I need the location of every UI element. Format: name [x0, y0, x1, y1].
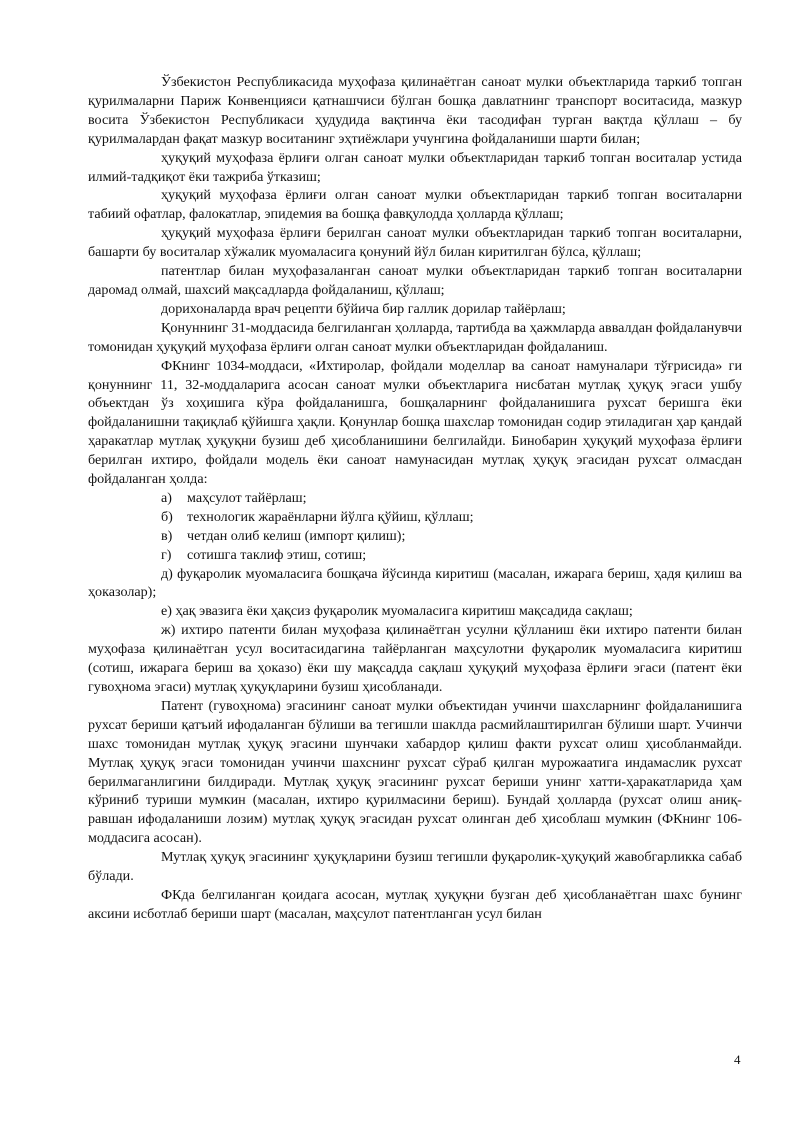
- list-item: ж) ихтиро патенти билан муҳофаза қилинаётган усулни қўлланиш ёки ихтиро патенти билан муҳофаза қилинаётган усул воситасидагина тайёрланган маҳсулотни фуқаролик муомаласига киритиш (сотиш, ижарага бериш ва ҳоказо) ёки шу мақсадда сақлаш ҳуқуқий муҳофаза ёрлиғи эгаси (патент ёки гувоҳнома эгаси) мутлақ ҳуқуқларини бузиш ҳисобланади.: [88, 622, 742, 695]
- list-marker: б): [161, 508, 173, 525]
- list-item: е) ҳақ эвазига ёки ҳақсиз фуқаролик муомаласига киритиш мақсадида сақлаш;: [161, 603, 633, 620]
- list-item: [88, 527, 742, 546]
- list-marker: а): [161, 489, 172, 506]
- paragraph: Мутлақ ҳуқуқ эгасининг ҳуқуқларини бузиш тегишли фуқаролик-ҳуқуқий жавобгарликка сабаб бўлади.: [88, 849, 742, 885]
- paragraph: ФКнинг 1034-моддаси, «Ихтиролар, фойдали моделлар ва саноат намуналари тўғрисида» ги қонуннинг 11, 32-моддаларига асосан саноат мулки объектларига нисбатан мутлақ ҳуқуқ эгаси ушбу объектдан ўз хоҳишига кўра фойдаланишга, бошқаларнинг фойдаланишига рухсат беришга ёки фойдаланишни тақиқлаб қўйишга ҳақли. Қонунлар бошқа шахслар томонидан содир этиладиган ҳар қандай ҳаракатлар мутлақ ҳуқуқни бузиш деб ҳисобланишини белгилайди. Бинобарин ҳуқуқий муҳофаза ёрлиғи берилган ихтиро, фойдали модель ёки саноат намунасидан мутлақ ҳуқуқ эгасидан рухсат олмасдан фойдаланган ҳолда:: [88, 357, 742, 488]
- list-marker: г): [161, 546, 172, 563]
- paragraph: Патент (гувоҳнома) эгасининг саноат мулки объектидан учинчи шахсларнинг фойдаланишига рухсат бериши қатъий ифодаланган бўлиши ва тегишли шаклда расмийлаштирилган бўлиши шарт. Учинчи шахс томонидан мутлақ ҳуқуқ эгасини шунчаки хабардор қилиш факти рухсат олиш ҳисобланмайди. Мутлақ ҳуқуқ эгаси томонидан учинчи шахснинг рухсат сўраб қилган мурожаатига индамаслик рухсат берилмаганлигини билдиради. Мутлақ ҳуқуқ эгасининг рухсат бериши унинг хатти-ҳаракатларида ҳам кўриниб туриши мумкин (масалан, ихтиро қурилмасини бериш). Бундай ҳолларда (рухсат олиш аниқ-равшан ифодаланиши лозим) мутлақ ҳуқуқ эгасидан рухсат олинган деб ҳисоблаш мумкин (ФКнинг 106-моддасига асосан).: [88, 697, 742, 847]
- paragraph: ФКда белгиланган қоидага асосан, мутлақ ҳуқуқни бузган деб ҳисобланаётган шахс бунинг аксини исботлаб бериши шарт (масалан, маҳсулот патентланган усул билан: [88, 886, 742, 922]
- list-text: технологик жараёнларни йўлга қўйиш, қўллаш;: [187, 508, 474, 525]
- paragraph: ҳуқуқий муҳофаза ёрлиғи олган саноат мулки объектларидан таркиб топган воситалар устида илмий-тадқиқот ёки тажриба ўтказиш;: [88, 149, 742, 185]
- page-number: 4: [734, 1052, 741, 1067]
- paragraph: Ўзбекистон Республикасида муҳофаза қилинаётган саноат мулки объектларида таркиб топган қурилмаларни Париж Конвенцияси қатнашчиси бўлган бошқа давлатнинг транспорт воситасида, мазкур восита Ўзбекистон Республикаси ҳудудида вақтинча ёки тасодифан турган вақтда қўллаш – бу қурилмалардан фақат мазкур воситанинг эҳтиёжлари учунгина фойдаланиши шарти билан;: [88, 74, 742, 147]
- list-item: [88, 546, 742, 565]
- list-text: маҳсулот тайёрлаш;: [187, 489, 307, 506]
- paragraph: ҳуқуқий муҳофаза ёрлиғи олган саноат мулки объектларидан таркиб топган воситаларни табиий офатлар, фалокатлар, эпидемия ва бошқа фавқулодда ҳолларда қўллаш;: [88, 187, 742, 223]
- paragraph: патентлар билан муҳофазаланган саноат мулки объектларидан таркиб топган воситаларни даромад олмай, шахсий мақсадларда фойдаланиш, қўллаш;: [88, 263, 742, 298]
- paragraph: дорихоналарда врач рецепти бўйича бир галлик дорилар тайёрлаш;: [161, 300, 566, 317]
- paragraph: Қонуннинг 31-моддасида белгиланган ҳолларда, тартибда ва ҳажмларда аввалдан фойдаланувчи томонидан ҳуқуқий муҳофаза ёрлиғи олган саноат мулки объектларидан фойдаланиш.: [88, 319, 742, 355]
- list-marker: в): [161, 527, 173, 544]
- list-text: сотишга таклиф этиш, сотиш;: [187, 546, 367, 563]
- list-item: [88, 508, 742, 527]
- list-text: четдан олиб келиш (импорт қилиш);: [187, 527, 406, 544]
- paragraph: ҳуқуқий муҳофаза ёрлиғи берилган саноат мулки объектларидан таркиб топган воситаларни, башарти бу воситалар хўжалик муомаласига қонуний йўл билан киритилган бўлса, қўллаш;: [88, 225, 742, 261]
- list-item: [88, 489, 742, 508]
- list-item: д) фуқаролик муомаласига бошқача йўсинда киритиш (масалан, ижарага бериш, ҳадя қилиш ва ҳоказолар);: [88, 565, 742, 601]
- document-body: [88, 73, 742, 924]
